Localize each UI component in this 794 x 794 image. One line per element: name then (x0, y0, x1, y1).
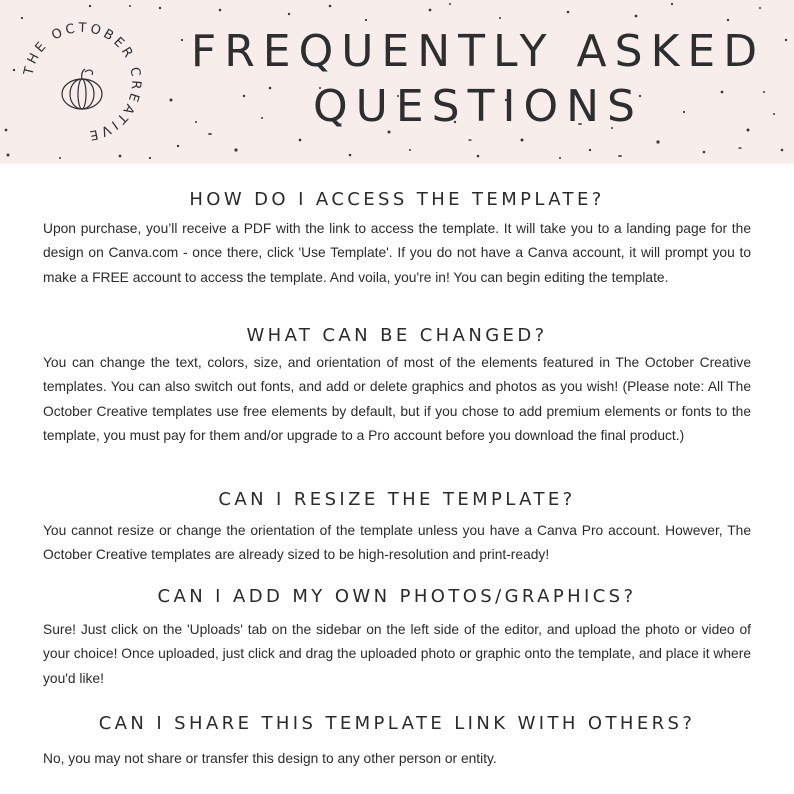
page-title (170, 24, 786, 134)
faq-answer: Upon purchase, you’ll receive a PDF with the link to access the template. It will take you to a landing page for the design on Canva.com - once there, click 'Use Template'. If you do not have a Canva account, it will prompt you to make a FREE account to access the template. And voila, you're in! You can begin editing the template. (43, 221, 751, 285)
faq-answer: Sure! Just click on the 'Uploads' tab on the sidebar on the left side of the editor, and upload the photo or video of your choice! Once uploaded, just click and drag the uploaded photo or graphic onto the template, and place it where you'd like! (43, 622, 751, 686)
faq-answer: No, you may not share or transfer this design to any other person or entity. (43, 751, 497, 766)
faq-question: CAN I SHARE THIS TEMPLATE LINK WITH OTHERS? (98, 713, 696, 734)
faq-question: WHAT CAN BE CHANGED? (246, 325, 548, 346)
faq-answer: You cannot resize or change the orientation of the template unless you have a Canva Pro account. However, The October Creative templates are already sized to be high-resolution and print-ready! (43, 523, 751, 563)
faq-answer: You can change the text, colors, size, and orientation of most of the elements featured in The October Creative templates. You can also switch out fonts, and add or delete graphics and photos as you wish! (Please note: All The October Creative templates use free elements by default, but if you chose to add premium elements or fonts to the template, you must pay for them and/or upgrade to a Pro account before you download the final product.) (43, 355, 751, 443)
october-creative-logo (14, 14, 150, 150)
header-banner (0, 0, 794, 163)
page-title-line2: QUESTIONS (313, 81, 643, 132)
svg-text:THE OCTOBER CREATIVE (21, 21, 143, 143)
faq-question: HOW DO I ACCESS THE TEMPLATE? (189, 189, 605, 210)
faq-question: CAN I RESIZE THE TEMPLATE? (218, 489, 576, 510)
faq-question: CAN I ADD MY OWN PHOTOS/GRAPHICS? (157, 586, 637, 607)
logo-text: THE OCTOBER CREATIVE (21, 20, 144, 143)
page-title-line1: FREQUENTLY ASKED (190, 26, 766, 77)
pumpkin-icon (62, 69, 102, 109)
